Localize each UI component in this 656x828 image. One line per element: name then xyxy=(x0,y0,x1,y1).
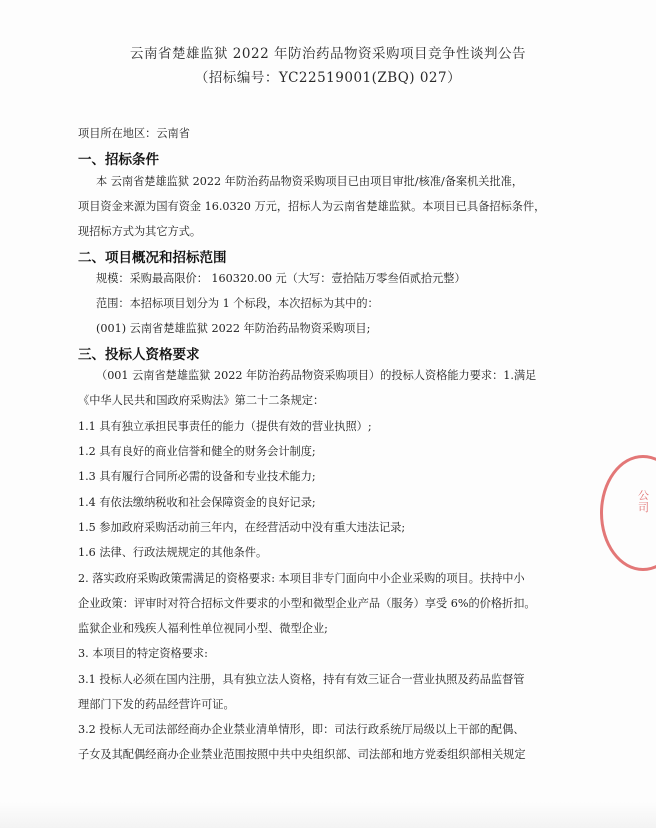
paragraph-line: 现招标方式为其它方式。 xyxy=(78,225,202,238)
requirement-item: 2. 落实政府采购政策需满足的资格要求: 本项目非专门面向中小企业采购的项目。扶持中小 xyxy=(78,572,525,585)
section-heading-qualifications: 三、投标人资格要求 xyxy=(78,347,200,363)
requirement-item: 3. 本项目的特定资格要求: xyxy=(78,647,208,660)
paragraph-line: （001 云南省楚雄监狱 2022 年防治药品物资采购项目）的投标人资格能力要求：1.满足 xyxy=(96,369,537,382)
requirement-item: 1.5 参加政府采购活动前三年内，在经营活动中没有重大违法记录; xyxy=(78,521,406,534)
requirement-item: 3.1 投标人必须在国内注册，具有独立法人资格，持有有效三证合一营业执照及药品监督管 xyxy=(78,673,525,686)
paragraph-line: 理部门下发的药品经营许可证。 xyxy=(78,698,235,711)
project-scale: 规模：采购最高限价： 160320.00 元（大写：壹拾陆万零叁佰贰拾元整） xyxy=(96,272,466,285)
paragraph-line: 子女及其配偶经商办企业禁业范围按照中共中央组织部、司法部和地方党委组织部相关规定 xyxy=(78,748,526,761)
section-heading-bidding-conditions: 一、招标条件 xyxy=(78,152,159,168)
paragraph-line: 监狱企业和残疾人福利性单位视同小型、微型企业; xyxy=(78,622,328,635)
requirement-item: 1.1 具有独立承担民事责任的能力（提供有效的营业执照）; xyxy=(78,420,372,433)
lot-item: (001) 云南省楚雄监狱 2022 年防治药品物资采购项目; xyxy=(96,322,371,335)
project-scope: 范围：本招标项目划分为 1 个标段，本次招标为其中的： xyxy=(96,297,379,310)
bid-number: （招标编号：YC22519001(ZBQ) 027） xyxy=(194,70,462,86)
paragraph-line: 《中华人民共和国政府采购法》第二十二条规定： xyxy=(78,394,325,407)
paragraph-line: 本 云南省楚雄监狱 2022 年防治药品物资采购项目已由项目审批/核准/备案机关批准， xyxy=(96,175,524,188)
paragraph-line: 企业政策：评审时对符合招标文件要求的小型和微型企业产品（服务）享受 6%的价格折扣。 xyxy=(78,597,536,610)
requirement-item: 1.6 法律、行政法规规定的其他条件。 xyxy=(78,546,268,559)
section-heading-overview-scope: 二、项目概况和招标范围 xyxy=(78,250,227,266)
project-region: 项目所在地区：云南省 xyxy=(78,127,190,140)
page-bottom-shadow xyxy=(0,802,656,828)
requirement-item: 3.2 投标人无司法部经商办企业禁业清单情形，即：司法行政系统厅局级以上干部的配偶、 xyxy=(78,723,525,736)
document-title: 云南省楚雄监狱 2022 年防治药品物资采购项目竞争性谈判公告 xyxy=(130,46,526,62)
seal-text: 公 司 xyxy=(638,489,649,514)
requirement-item: 1.2 具有良好的商业信誉和健全的财务会计制度; xyxy=(78,445,316,458)
requirement-item: 1.4 有依法缴纳税收和社会保障资金的良好记录; xyxy=(78,496,316,509)
requirement-item: 1.3 具有履行合同所必需的设备和专业技术能力; xyxy=(78,470,316,483)
paragraph-line: 项目资金来源为国有资金 16.0320 万元，招标人为云南省楚雄监狱。本项目已具备招标条件， xyxy=(78,200,546,213)
